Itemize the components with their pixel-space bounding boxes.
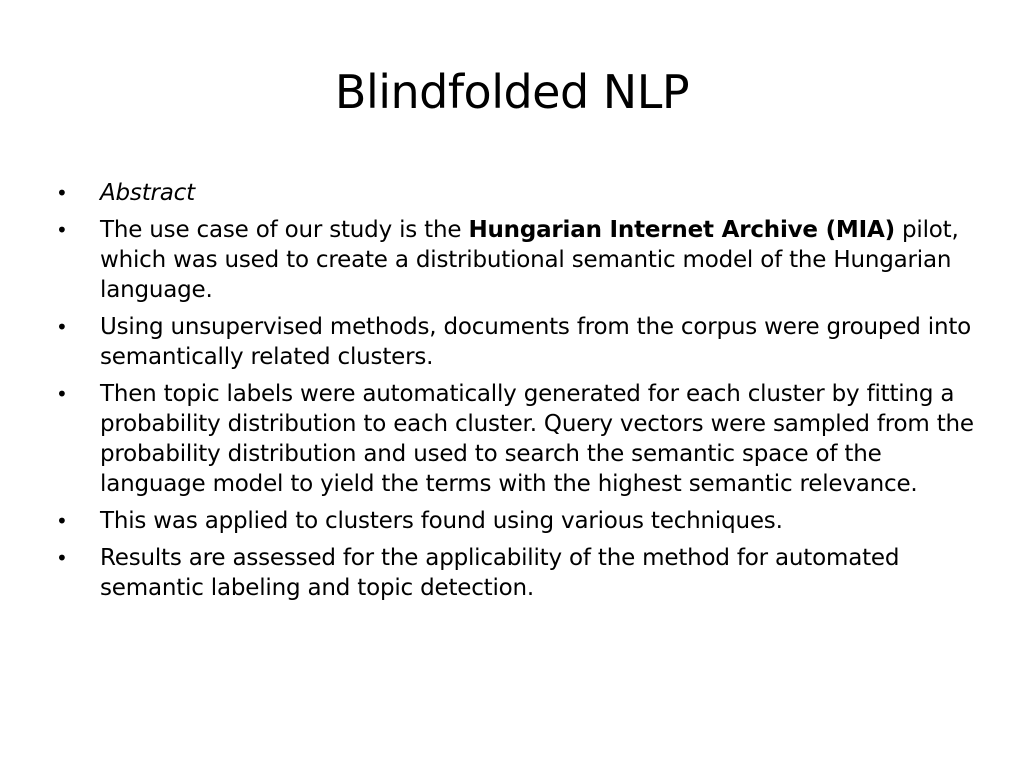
bullet-item-use-case <box>56 215 986 305</box>
bullet-icon: • <box>56 546 68 570</box>
bullet-text-prefix: The use case of our study is the <box>100 217 469 243</box>
bullet-text: Results are assessed for the applicability of the method for automated semantic labeling and topic detection. <box>100 545 900 601</box>
bullet-item-techniques <box>56 506 986 536</box>
bullet-icon: • <box>56 382 68 406</box>
bullet-list <box>56 178 986 610</box>
bullet-text: Abstract <box>100 180 195 206</box>
bullet-icon: • <box>56 181 68 205</box>
bullet-item-methods <box>56 312 986 372</box>
bullet-text-suffix: pilot, which was used to create a distributional semantic model of the Hungarian language. <box>100 217 959 303</box>
bullet-text-bold: Hungarian Internet Archive (MIA) <box>468 217 895 243</box>
bullet-text: This was applied to clusters found using various techniques. <box>100 508 783 534</box>
bullet-item-results <box>56 543 986 603</box>
bullet-text: Then topic labels were automatically generated for each cluster by fitting a probability distribution to each cluster. Query vectors were sampled from the probability distribution and used to search the semantic space of the language model to yield the terms with the highest semantic relevance. <box>100 381 974 497</box>
bullet-icon: • <box>56 509 68 533</box>
bullet-text: Using unsupervised methods, documents from the corpus were grouped into semantically related clusters. <box>100 314 972 370</box>
bullet-icon: • <box>56 218 68 242</box>
bullet-icon: • <box>56 315 68 339</box>
slide-title: Blindfolded NLP <box>334 65 690 119</box>
bullet-item-abstract <box>56 178 986 208</box>
bullet-item-topic-labels <box>56 379 986 499</box>
